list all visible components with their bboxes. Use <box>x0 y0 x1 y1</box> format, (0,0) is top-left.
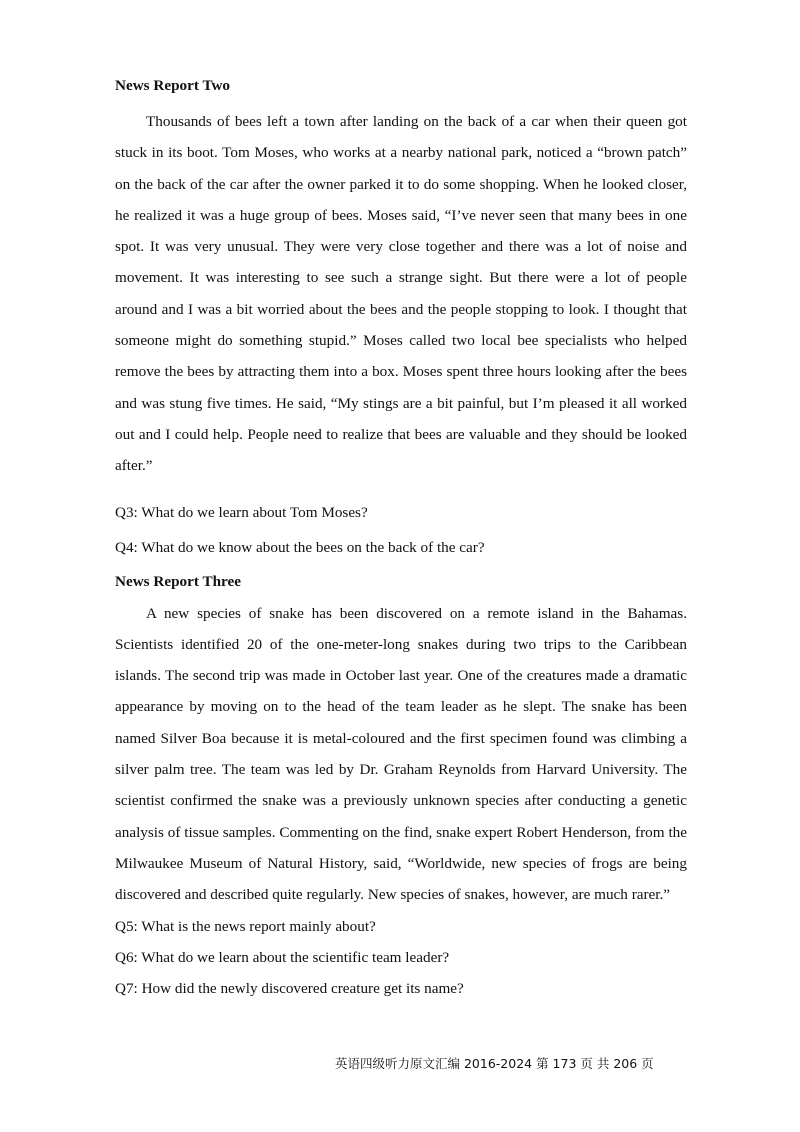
document-page <box>115 62 687 1004</box>
news-report-three-paragraph: A new species of snake has been discovered on a remote island in the Bahamas. Scientists identified 20 of the one-meter-long snakes during two trips to the Caribbean islands. The second trip was made in October last year. One of the creatures made a dramatic appearance by moving on to the head of the team leader as he slept. The snake has been named Silver Boa because it is metal-coloured and the first specimen found was climbing a silver palm tree. The team was led by Dr. Graham Reynolds from Harvard University. The scientist confirmed the snake was a previously unknown species after conducting a genetic analysis of tissue samples. Commenting on the find, snake expert Robert Henderson, from the Milwaukee Museum of Natural History, said, “Worldwide, new species of frogs are being discovered and described quite regularly. New species of snakes, however, are much rarer.” <box>115 604 687 904</box>
question-q4: Q4: What do we know about the bees on the back of the car? <box>115 538 485 556</box>
section-heading-news-report-two: News Report Two <box>115 77 231 94</box>
news-report-two-paragraph: Thousands of bees left a town after landing on the back of a car when their queen got stuck in its boot. Tom Moses, who works at a nearby national park, noticed a “brown patch” on the back of the car after the owner parked it to do some shopping. When he looked closer, he realized it was a huge group of bees. Moses said, “I’ve never seen that many bees in one spot. It was very unusual. They were very close together and there was a lot of noise and movement. It was interesting to see such a strange sight. But there were a lot of people around and I was a bit worried about the bees and the people stopping to look. I thought that someone might do something stupid.” Moses called two local bee specialists who helped remove the bees by attracting them into a box. Moses spent three hours looking after the bees and was stung five times. He said, “My stings are a bit painful, but I’m pleased it all worked out and I could help. People need to realize that bees are valuable and they should be looked after.” <box>115 113 687 475</box>
section-heading-news-report-three: News Report Three <box>115 572 241 590</box>
question-q5: Q5: What is the news report mainly about? <box>115 917 376 935</box>
question-q3: Q3: What do we learn about Tom Moses? <box>115 503 368 521</box>
question-q7: Q7: How did the newly discovered creature get its name? <box>115 979 464 997</box>
page-footer: 英语四级听力原文汇编 2016-2024 第 173 页 共 206 页 <box>335 1056 654 1071</box>
question-q6: Q6: What do we learn about the scientific team leader? <box>115 948 450 966</box>
